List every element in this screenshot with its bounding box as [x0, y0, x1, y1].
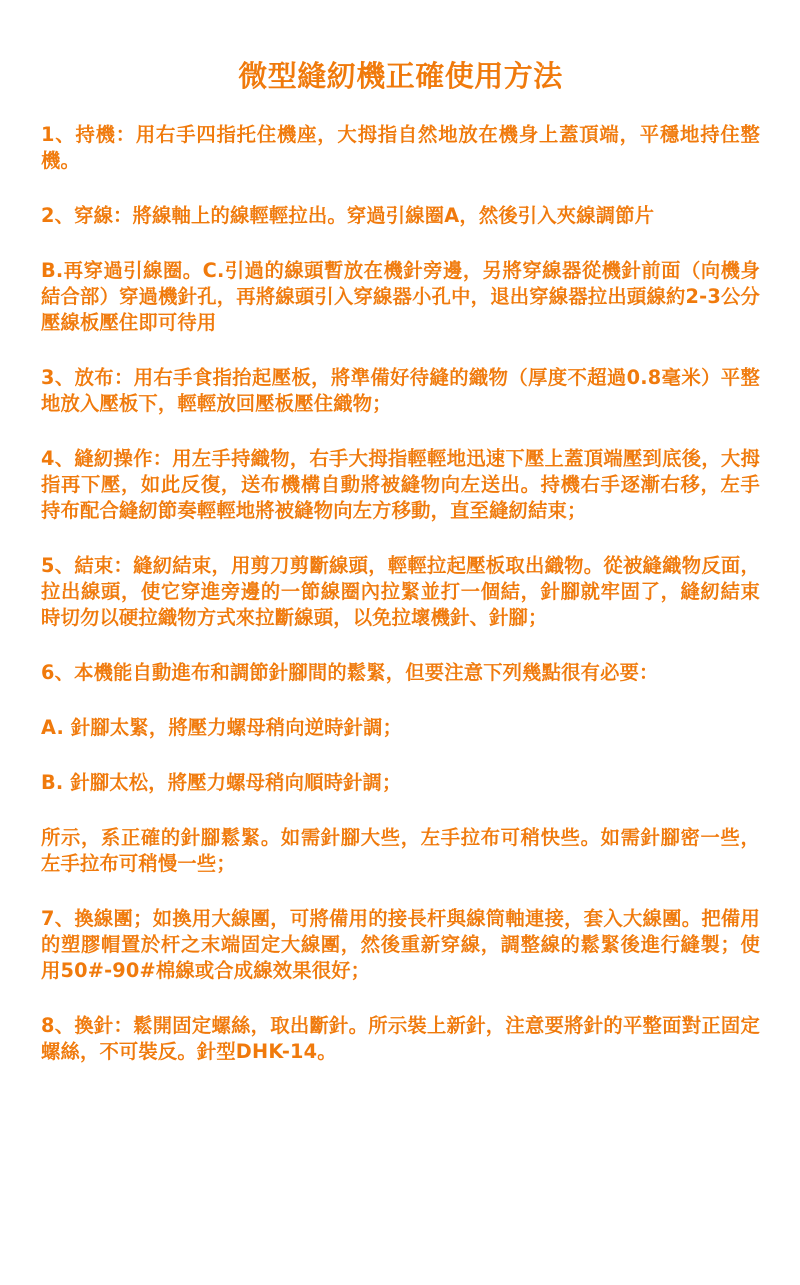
step-8-change-needle: 8、換針：鬆開固定螺絲，取出斷針。所示裝上新針，注意要將針的平整面對正固定螺絲，不可裝反。針型DHK-14。 [41, 1014, 760, 1063]
stitch-tension-note: 所示，系正確的針腳鬆緊。如需針腳大些，左手拉布可稍快些。如需針腳密一些，左手拉布可稍慢一些； [41, 826, 760, 875]
instruction-body [41, 122, 760, 1065]
step-6-tension-notes: 6、本機能自動進布和調節針腳間的鬆緊，但要注意下列幾點很有必要： [41, 661, 659, 684]
step-3-place-fabric: 3、放布：用右手食指抬起壓板，將準備好待縫的織物（厚度不超過0.8毫米）平整地放入壓板下，輕輕放回壓板壓住織物； [41, 366, 760, 415]
step-2-threading: 2、穿線：將線軸上的線輕輕拉出。穿過引線圈A，然後引入夾線調節片 [41, 204, 655, 227]
note-a-too-tight: A. 針腳太緊，將壓力螺母稍向逆時針調； [41, 716, 403, 739]
step-4-sewing-operation: 4、縫紉操作：用左手持織物，右手大拇指輕輕地迅速下壓上蓋頂端壓到底後，大拇指再下壓，如此反復，送布機構自動將被縫物向左送出。持機右手逐漸右移，左手持布配合縫紉節奏輕輕地將被縫物向左方移動，直至縫紉結束； [41, 447, 760, 522]
page-title: 微型縫紉機正確使用方法 [238, 59, 563, 93]
step-1-hold-machine: 1、持機：用右手四指托住機座，大拇指自然地放在機身上蓋頂端，平穩地持住整機。 [41, 123, 760, 172]
step-5-finish: 5、結束：縫紉結束，用剪刀剪斷線頭，輕輕拉起壓板取出織物。從被縫織物反面，拉出線頭，使它穿進旁邊的一節線圈內拉緊並打一個結，針腳就牢固了，縫紉結束時切勿以硬拉織物方式來拉斷線頭，以免拉壞機針、針腳； [41, 554, 760, 629]
step-7-change-spool: 7、換線團；如換用大線團，可將備用的接長杆與線筒軸連接，套入大線團。把備用的塑膠帽置於杆之末端固定大線團，然後重新穿線，調整線的鬆緊後進行縫製；使用50#-90#棉線或合成線效果很好； [41, 907, 760, 982]
step-2-threading-continued: B.再穿過引線圈。C.引過的線頭暫放在機針旁邊，另將穿線器從機針前面（向機身結合部）穿過機針孔，再將線頭引入穿線器小孔中，退出穿線器拉出頭線約2-3公分壓線板壓住即可待用 [41, 259, 760, 334]
note-b-too-loose: B. 針腳太松，將壓力螺母稍向順時針調； [41, 771, 402, 794]
